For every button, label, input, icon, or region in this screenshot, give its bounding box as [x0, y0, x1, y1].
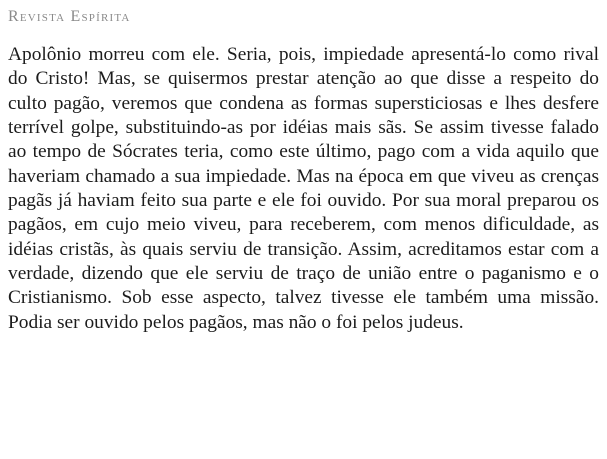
running-header-title: Revista Espírita	[8, 8, 131, 25]
body-paragraph: Apolônio morreu com ele. Seria, pois, impiedade apresentá-lo como rival do Cristo! Mas, se quisermos prestar atenção ao que disse a respeito do culto pagão, veremos que condena as formas supersticiosas e lhes desfere terrível golpe, substituindo-as por idéias mais sãs. Se assim tivesse falado ao tempo de Sócrates teria, como este último, pago com a vida aquilo que haveriam chamado a sua impiedade. Mas na época em que viveu as crenças pagãs já haviam feito sua parte e ele foi ouvido. Por sua moral preparou os pagãos, em cujo meio viveu, para receberem, com menos dificuldade, as idéias cristãs, às quais serviu de transição. Assim, acreditamos estar com a verdade, dizendo que ele serviu de traço de união entre o paganismo e o Cristianismo. Sob esse aspecto, talvez tivesse ele também uma missão. Podia ser ouvido pelos pagãos, mas não o foi pelos judeus.	[8, 44, 599, 333]
